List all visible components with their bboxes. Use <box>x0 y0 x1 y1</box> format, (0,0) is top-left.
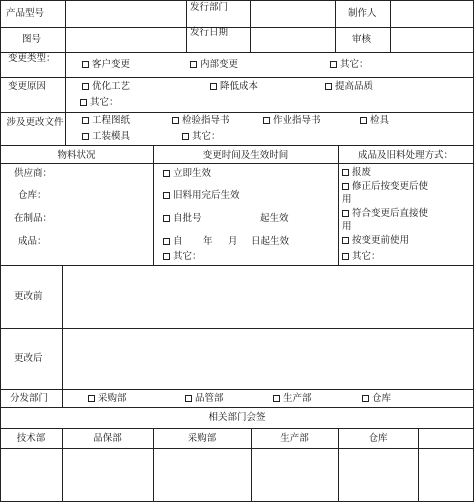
handling-option[interactable]: 其它： <box>342 251 381 262</box>
grid-line <box>390 0 391 52</box>
warehouse-label: 仓库： <box>18 190 47 201</box>
effective-time-heading: 变更时间及生效时间 <box>202 150 289 161</box>
change-type-option[interactable]: 内部变更 <box>190 59 238 70</box>
grid-line <box>418 428 419 502</box>
signoff-purchasing: 采购部 <box>187 433 217 444</box>
handling-wrap: 用 <box>342 194 352 205</box>
change-reason-option[interactable]: 优化工艺 <box>82 81 130 92</box>
checkbox[interactable] <box>163 238 170 245</box>
timing-month: 月 <box>228 236 238 247</box>
checkbox[interactable] <box>263 117 270 124</box>
change-type-option[interactable]: 其它： <box>330 59 369 70</box>
docs-label: 涉及更改文件 <box>6 117 64 128</box>
grid-line <box>65 0 66 52</box>
checkbox[interactable] <box>82 117 89 124</box>
handling-option[interactable]: 符合变更后直接使 <box>342 208 428 219</box>
grid-line <box>0 145 474 146</box>
signoff-production: 生产部 <box>280 433 309 444</box>
grid-line <box>0 77 474 78</box>
docs-option[interactable]: 工装模具 <box>82 131 130 142</box>
change-reason-option[interactable]: 其它： <box>80 97 119 108</box>
signoff-tech: 技术部 <box>16 433 46 444</box>
grid-line <box>250 0 251 52</box>
dist-option[interactable]: 采购部 <box>88 393 127 404</box>
checkbox[interactable] <box>82 61 89 68</box>
dist-option[interactable]: 仓库 <box>362 393 391 404</box>
issue-date-label: 发行日期 <box>190 27 229 38</box>
grid-line <box>335 0 336 52</box>
change-reason-option[interactable]: 提高品质 <box>325 81 373 92</box>
checkbox[interactable] <box>325 83 332 90</box>
wip-label: 在制品： <box>14 213 53 224</box>
creator-label: 制作人 <box>348 8 377 19</box>
dist-option[interactable]: 品管部 <box>185 393 224 404</box>
checkbox[interactable] <box>163 215 170 222</box>
checkbox[interactable] <box>342 183 349 190</box>
timing-option[interactable]: 自 <box>163 236 183 247</box>
checkbox[interactable] <box>82 133 89 140</box>
grid-line <box>65 52 66 145</box>
signoff-title: 相关部门会签 <box>208 412 266 423</box>
checkbox[interactable] <box>273 395 280 402</box>
handling-wrap: 用 <box>342 221 352 232</box>
change-type-label: 变更类型： <box>8 53 56 64</box>
checkbox[interactable] <box>190 61 197 68</box>
change-reason-label: 变更原因 <box>8 81 47 92</box>
grid-line <box>0 27 474 28</box>
review-label: 审核 <box>352 34 372 45</box>
grid-line <box>153 145 154 265</box>
grid-line <box>0 0 474 1</box>
grid-line <box>186 0 187 52</box>
checkbox[interactable] <box>342 169 349 176</box>
checkbox[interactable] <box>163 170 170 177</box>
checkbox[interactable] <box>342 210 349 217</box>
dist-option[interactable]: 生产部 <box>273 393 312 404</box>
grid-line <box>0 428 474 429</box>
checkbox[interactable] <box>163 253 170 260</box>
checkbox[interactable] <box>342 253 349 260</box>
checkbox[interactable] <box>342 237 349 244</box>
grid-line <box>0 112 474 113</box>
grid-line <box>0 389 474 390</box>
timing-day: 日起生效 <box>251 236 290 247</box>
timing-option[interactable]: 其它： <box>163 251 202 262</box>
after-change-label: 更改后 <box>14 353 43 364</box>
change-reason-option[interactable]: 降低成本 <box>210 81 258 92</box>
product-model-label: 产品型号 <box>6 8 45 19</box>
grid-line <box>0 52 474 53</box>
docs-option[interactable]: 检具 <box>360 115 389 126</box>
supplier-label: 供应商： <box>14 168 53 179</box>
grid-line <box>0 407 474 408</box>
checkbox[interactable] <box>330 61 337 68</box>
grid-line <box>62 389 63 407</box>
checkbox[interactable] <box>210 83 217 90</box>
handling-option[interactable]: 报废 <box>342 167 371 178</box>
change-type-option[interactable]: 客户变更 <box>82 59 130 70</box>
grid-line <box>0 448 474 449</box>
handling-option[interactable]: 按变更前使用 <box>342 235 409 246</box>
signoff-qa: 品保部 <box>93 433 122 444</box>
grid-line <box>0 163 474 164</box>
before-change-area[interactable] <box>63 266 472 327</box>
timing-year: 年 <box>203 236 213 247</box>
before-change-label: 更改前 <box>14 291 43 302</box>
checkbox[interactable] <box>88 395 95 402</box>
checkbox[interactable] <box>182 133 189 140</box>
checkbox[interactable] <box>362 395 369 402</box>
after-change-area[interactable] <box>63 329 472 388</box>
dist-label: 分发部门 <box>10 393 49 404</box>
timing-option[interactable]: 自批号 <box>163 213 202 224</box>
docs-option[interactable]: 检验指导书 <box>172 115 230 126</box>
signoff-warehouse: 仓库 <box>368 433 388 444</box>
checkbox[interactable] <box>172 117 179 124</box>
checkbox[interactable] <box>80 99 87 106</box>
checkbox[interactable] <box>185 395 192 402</box>
finished-goods-label: 成品： <box>18 236 47 247</box>
docs-option[interactable]: 作业指导书 <box>263 115 321 126</box>
issue-dept-label: 发行部门 <box>190 2 229 13</box>
timing-effective-text: 起生效 <box>260 213 289 224</box>
material-status-heading: 物料状况 <box>57 150 96 161</box>
checkbox[interactable] <box>360 117 367 124</box>
docs-option[interactable]: 工程图纸 <box>82 115 130 126</box>
handling-option[interactable]: 修正后按变更后使 <box>342 181 428 192</box>
checkbox[interactable] <box>163 192 170 199</box>
timing-option[interactable]: 立即生效 <box>163 168 211 179</box>
drawing-no-label: 图号 <box>22 34 42 45</box>
timing-option[interactable]: 旧料用完后生效 <box>163 190 240 201</box>
finished-handling-heading: 成品及旧料处理方式： <box>357 150 453 161</box>
docs-option[interactable]: 其它： <box>182 131 221 142</box>
checkbox[interactable] <box>82 83 89 90</box>
grid-line <box>338 145 339 265</box>
grid-line <box>0 0 1 502</box>
